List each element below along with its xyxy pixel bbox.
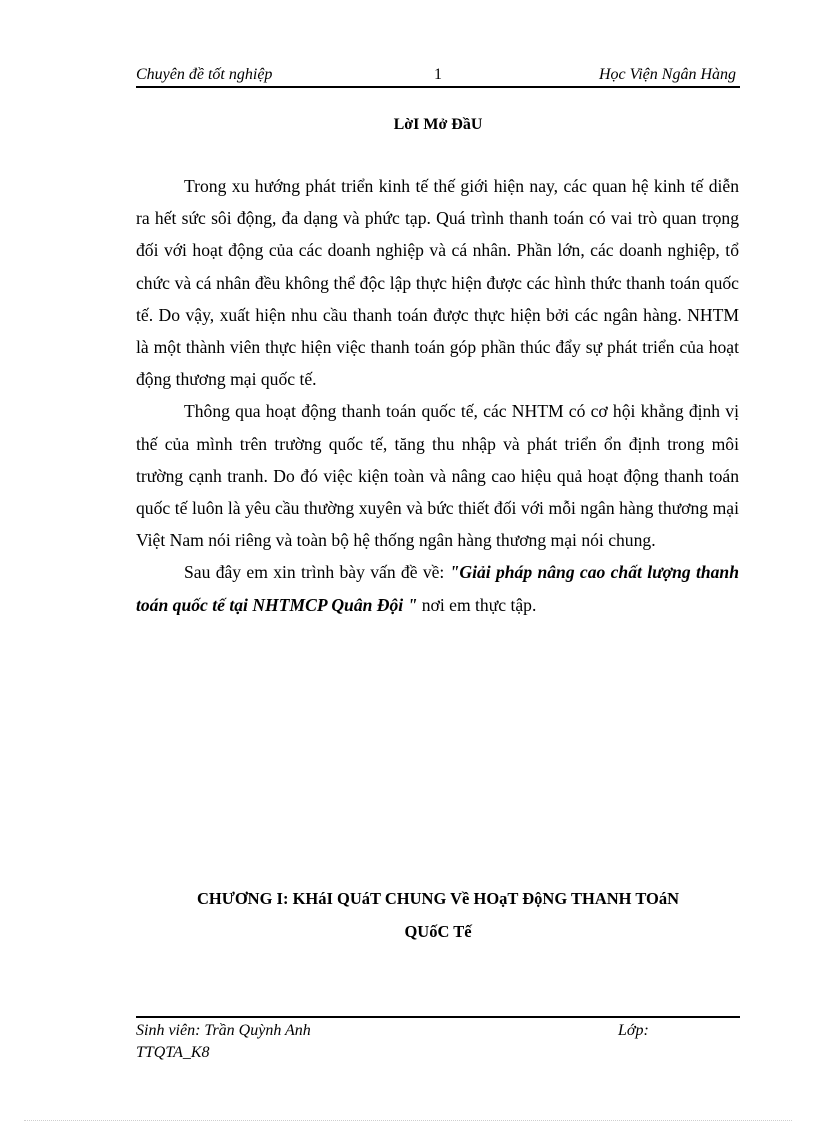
chapter-heading <box>136 882 740 948</box>
header-right-text: Học Viện Ngân Hàng <box>598 66 736 83</box>
footer-class-label: Lớp: <box>618 1022 649 1039</box>
footer-student: Sinh viên: Trần Quỳnh Anh <box>136 1022 311 1039</box>
paragraph-intro: Sau đây em xin trình bày vấn đề về: <box>184 562 450 583</box>
chapter-heading-line: CHƯƠNG I: KHáI QUáT CHUNG Về HOạT ĐộNG THANH TOáN <box>196 889 680 908</box>
paragraph-text: Thông qua hoạt động thanh toán quốc tế, các NHTM có cơ hội khẳng định vị thế của mình trên trường quốc tế, tăng thu nhập và phát triển ổn định trong môi trường cạnh tranh. Do đó việc kiện toàn và nâng cao hiệu quả hoạt động thanh toán quốc tế luôn là yêu cầu thường xuyên và bức thiết đối với mỗi ngân hàng thương mại Việt Nam nói riêng và toàn bộ hệ thống ngân hàng thương mại nói chung. <box>136 401 739 551</box>
footer-class-value: TTQTA_K8 <box>136 1044 210 1061</box>
paragraph <box>136 556 739 620</box>
page-header <box>136 64 740 88</box>
body-text <box>136 170 739 621</box>
thesis-topic: "Giải pháp nâng cao chất lượng thanh toán quốc tế tại NHTMCP Quân Đội " <box>136 562 739 615</box>
paragraph-outro: nơi em thực tập. <box>417 594 537 615</box>
chapter-heading-line: QUốC Tế <box>404 922 472 941</box>
page-number: 1 <box>434 66 442 83</box>
paragraph <box>136 395 739 556</box>
page-boundary <box>24 1120 792 1121</box>
paragraph: Trong xu hướng phát triển kinh tế thế giới hiện nay, các quan hệ kinh tế diễn ra hết sức sôi động, đa dạng và phức tạp. Quá trình thanh toán có vai trò quan trọng đối với hoạt động của các doanh nghiệp và cá nhân. Phần lớn, các doanh nghiệp, tổ chức và cá nhân đều không thể độc lập thực hiện được các hình thức thanh toán quốc tế. Do vậy, xuất hiện nhu cầu thanh toán được thực hiện bởi các ngân hàng. NHTM là một thành viên thực hiện việc thanh toán góp phần thúc đẩy sự phát triển của hoạt động thương mại quốc tế. <box>136 176 739 390</box>
section-title: LờI Mở ĐầU <box>393 116 483 133</box>
page-footer <box>136 1016 740 1061</box>
header-left-text: Chuyên đề tốt nghiệp <box>136 66 273 83</box>
